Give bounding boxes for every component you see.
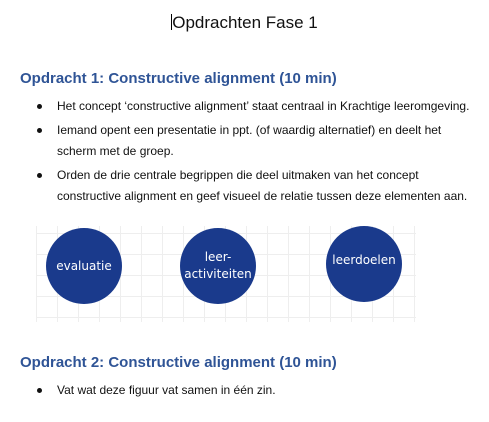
circle-evaluatie[interactable] — [46, 228, 122, 304]
circle-label: evaluatie — [56, 258, 112, 273]
section-2-heading: Opdracht 2: Constructive alignment (10 min) — [20, 354, 337, 371]
list-item-text: Vat wat deze figuur vat samen in één zin. — [57, 383, 276, 397]
list-item — [0, 120, 477, 162]
bullet-icon — [37, 173, 42, 178]
circle-label: leer- activiteiten — [184, 250, 252, 281]
concept-diagram[interactable] — [36, 226, 416, 322]
list-item-text: Iemand opent een presentatie in ppt. (of waardig alternatief) en deelt het scherm met de groep. — [57, 123, 442, 158]
document-title — [0, 12, 489, 34]
list-item-text: Orden de drie centrale begrippen die deel uitmaken van het concept constructive alignment en geef visueel de relatie tussen deze elementen aan. — [57, 168, 468, 203]
list-item — [0, 165, 477, 207]
list-item — [0, 380, 477, 401]
list-item — [0, 96, 477, 117]
circle-leeractiviteiten[interactable] — [180, 228, 256, 304]
list-item-text: Het concept ‘constructive alignment’ staat centraal in Krachtige leeromgeving. — [57, 99, 470, 113]
circle-label: leerdoelen — [332, 252, 396, 267]
section-1-heading: Opdracht 1: Constructive alignment (10 min) — [20, 70, 337, 87]
section-1-bullet-list — [0, 96, 477, 207]
bullet-icon — [37, 104, 42, 109]
section-2-bullet-list — [0, 380, 477, 401]
bullet-icon — [37, 388, 42, 393]
circle-leerdoelen[interactable] — [326, 226, 402, 302]
document-title-text: Opdrachten Fase 1 — [172, 13, 318, 32]
bullet-icon — [37, 128, 42, 133]
